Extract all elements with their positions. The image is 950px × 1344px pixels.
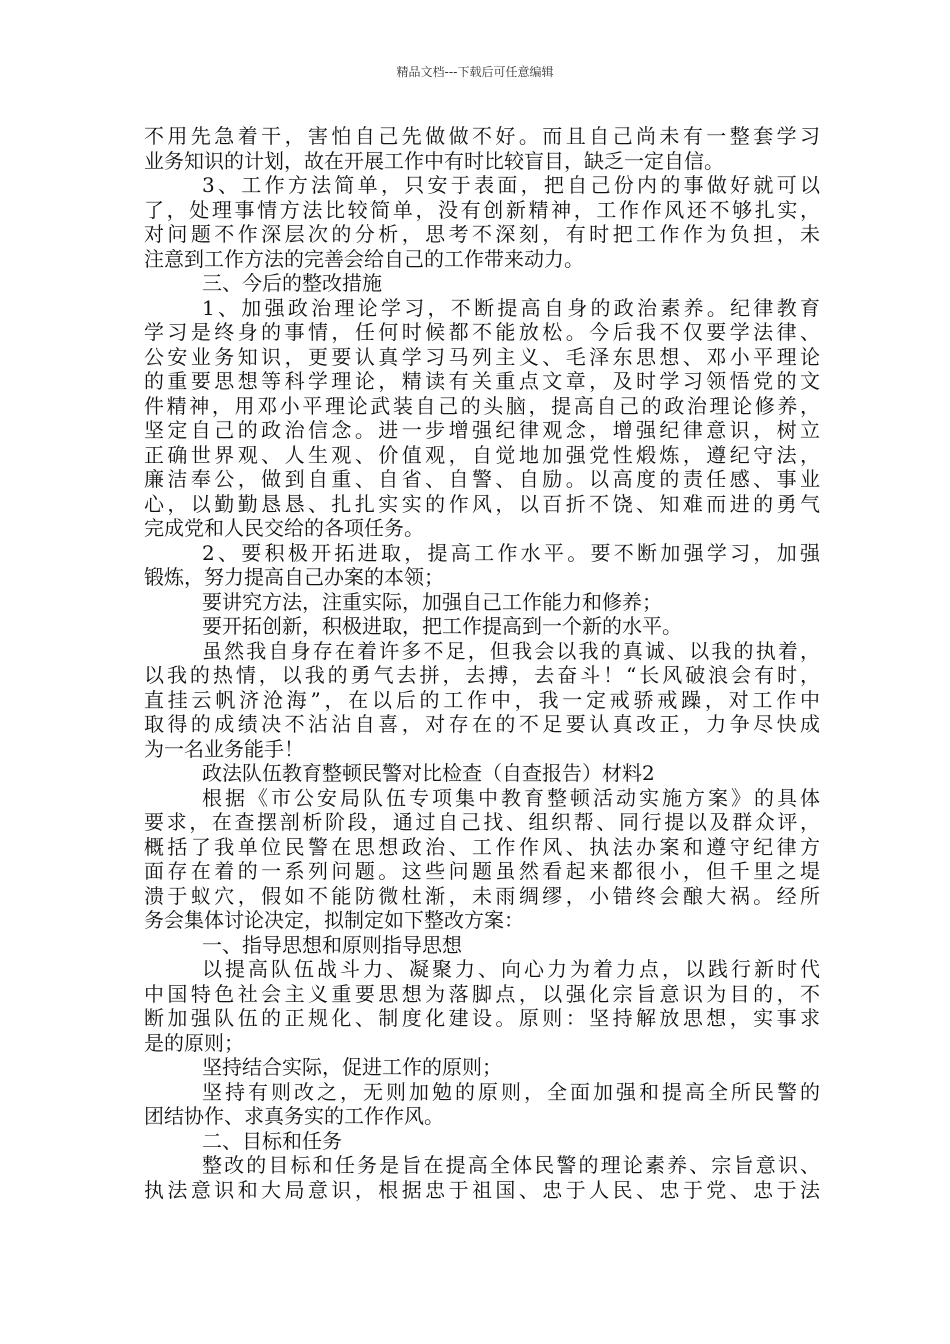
text-line [144, 933, 820, 958]
text-line [144, 1006, 820, 1031]
text-line [144, 418, 820, 443]
text-line [144, 1031, 820, 1056]
text-line-content: 务会集体讨论决定，拟制定如下整改方案： [144, 908, 524, 932]
text-line [144, 467, 820, 492]
text-line-content: 是的原则； [144, 1030, 244, 1055]
text-line [144, 884, 820, 909]
text-line [144, 859, 820, 884]
text-line-content: 正确世界观、人生观、价值观，自觉地加强党性煅炼，遵纪守法， [144, 442, 820, 467]
text-line-content: 以提高队伍战斗力、凝聚力、向心力为着力点，以践行新时代 [202, 957, 820, 981]
text-line [144, 222, 820, 247]
text-line-content: 中国特色社会主义重要思想为落脚点，以强化宗旨意识为目的，不 [144, 981, 820, 1006]
text-line [144, 124, 820, 149]
text-line-content: 整改的目标和任务是旨在提高全体民警的理论素养、宗旨意识、 [202, 1153, 820, 1177]
text-line [144, 639, 820, 664]
text-line [144, 1104, 820, 1129]
page-header: 精品文档---下载后可任意编辑 [396, 65, 554, 79]
text-line-content: 根据《市公安局队伍专项集中教育整顿活动实施方案》的具体 [202, 785, 820, 810]
text-line [144, 1080, 820, 1105]
text-line-content: 学习是终身的事情，任何时候都不能放松。今后我不仅要学法律、 [144, 320, 820, 344]
text-line [144, 688, 820, 713]
text-line [144, 590, 820, 615]
text-line [144, 1153, 820, 1178]
text-line-content: 面存在着的一系列问题。这些问题虽然看起来都很小，但千里之堤 [144, 859, 820, 883]
text-line-content: 要讲究方法，注重实际，加强自己工作能力和修养； [202, 589, 662, 614]
text-line-content: 1、加强政治理论学习，不断提高自身的政治素养。纪律教育 [202, 295, 820, 320]
text-line [144, 663, 820, 688]
text-line [144, 271, 820, 296]
text-line-content: 了，处理事情方法比较简单，没有创新精神，工作作风还不够扎实， [144, 197, 820, 222]
text-line-content: 坚定自己的政治信念。进一步增强纪律观念，增强纪律意识，树立 [144, 418, 820, 442]
text-line-content: 取得的成绩决不沾沾自喜，对存在的不足要认真改正，力争尽快成 [144, 712, 820, 736]
text-line [144, 810, 820, 835]
text-line-content: 注意到工作方法的完善会给自己的工作带来动力。 [144, 246, 584, 271]
text-line-content: 不用先急着干，害怕自己先做做不好。而且自己尚未有一整套学习 [144, 124, 820, 148]
text-line-content: 三、今后的整改措施 [202, 271, 382, 295]
text-line [144, 247, 820, 272]
text-line-content: 3、工作方法简单，只安于表面，把自己份内的事做好就可以 [202, 173, 820, 197]
text-line-content: 对问题不作深层次的分析，思考不深刻，有时把工作作为负担，未 [144, 222, 820, 246]
text-line [144, 761, 820, 786]
text-line-content: 为一名业务能手！ [144, 736, 304, 761]
text-line-content: 要求，在查摆剖析阶段，通过自己找、组织帮、同行提以及群众评， [144, 810, 820, 834]
text-line-content: 坚持结合实际，促进工作的原则； [202, 1055, 502, 1079]
text-line [144, 1178, 820, 1203]
text-line [144, 492, 820, 517]
text-line-content: 断加强队伍的正规化、制度化建设。原则：坚持解放思想，实事求 [144, 1006, 820, 1030]
text-line [144, 737, 820, 762]
text-line [144, 1055, 820, 1080]
text-line [144, 786, 820, 811]
text-line-content: 廉洁奉公，做到自重、自省、自警、自励。以高度的责任感、事业 [144, 467, 820, 491]
text-line-content: 2、要积极开拓进取，提高工作水平。要不断加强学习，加强 [202, 540, 820, 565]
text-line-content: 要开拓创新，积极进取，把工作提高到一个新的水平。 [202, 614, 682, 638]
text-line-content: 政法队伍教育整顿民警对比检查（自查报告）材料2 [202, 761, 655, 785]
text-line [144, 394, 820, 419]
text-line [144, 712, 820, 737]
text-line-content: 的重要思想等科学理论，精读有关重点文章，及时学习领悟党的文 [144, 369, 820, 393]
text-line-content: 以我的热情，以我的勇气去拼，去搏，去奋斗！“长风破浪会有时， [144, 663, 820, 687]
text-line-content: 心，以勤勤恳恳、扎扎实实的作风，以百折不饶、知难而进的勇气 [144, 491, 820, 516]
text-line-content: 虽然我自身存在着许多不足，但我会以我的真诚、以我的执着， [202, 638, 820, 663]
text-line [144, 614, 820, 639]
text-line [144, 1129, 820, 1154]
text-line [144, 296, 820, 321]
text-line [144, 345, 820, 370]
text-line [144, 443, 820, 468]
text-line-content: 完成党和人民交给的各项任务。 [144, 516, 424, 540]
document-body [144, 124, 820, 1202]
text-line [144, 320, 820, 345]
text-line-content: 执法意识和大局意识，根据忠于祖国、忠于人民、忠于党、忠于法 [144, 1177, 820, 1202]
text-line [144, 541, 820, 566]
text-line [144, 198, 820, 223]
text-line [144, 173, 820, 198]
text-line [144, 908, 820, 933]
text-line-content: 件精神，用邓小平理论武装自己的头脑，提高自己的政治理论修养， [144, 393, 820, 418]
text-line-content: 业务知识的计划，故在开展工作中有时比较盲目，缺乏一定自信。 [144, 148, 724, 173]
text-line [144, 957, 820, 982]
text-line-content: 锻炼，努力提高自己办案的本领； [144, 565, 444, 589]
text-line [144, 369, 820, 394]
text-line-content: 概括了我单位民警在思想政治、工作作风、执法办案和遵守纪律方 [144, 834, 820, 859]
text-line-content: 一、指导思想和原则指导思想 [202, 932, 462, 957]
text-line-content: 团结协作、求真务实的工作作风。 [144, 1104, 444, 1128]
text-line-content: 坚持有则改之，无则加勉的原则，全面加强和提高全所民警的 [202, 1079, 820, 1104]
text-line [144, 565, 820, 590]
text-line-content: 公安业务知识，更要认真学习马列主义、毛泽东思想、邓小平理论 [144, 344, 820, 369]
text-line [144, 516, 820, 541]
text-line [144, 835, 820, 860]
text-line-content: 二、目标和任务 [202, 1128, 342, 1153]
text-line [144, 982, 820, 1007]
text-line [144, 149, 820, 174]
text-line-content: 直挂云帆济沧海”，在以后的工作中，我一定戒骄戒躁，对工作中 [144, 687, 820, 712]
text-line-content: 溃于蚁穴，假如不能防微杜渐，未雨绸缪，小错终会酿大祸。经所 [144, 883, 820, 908]
